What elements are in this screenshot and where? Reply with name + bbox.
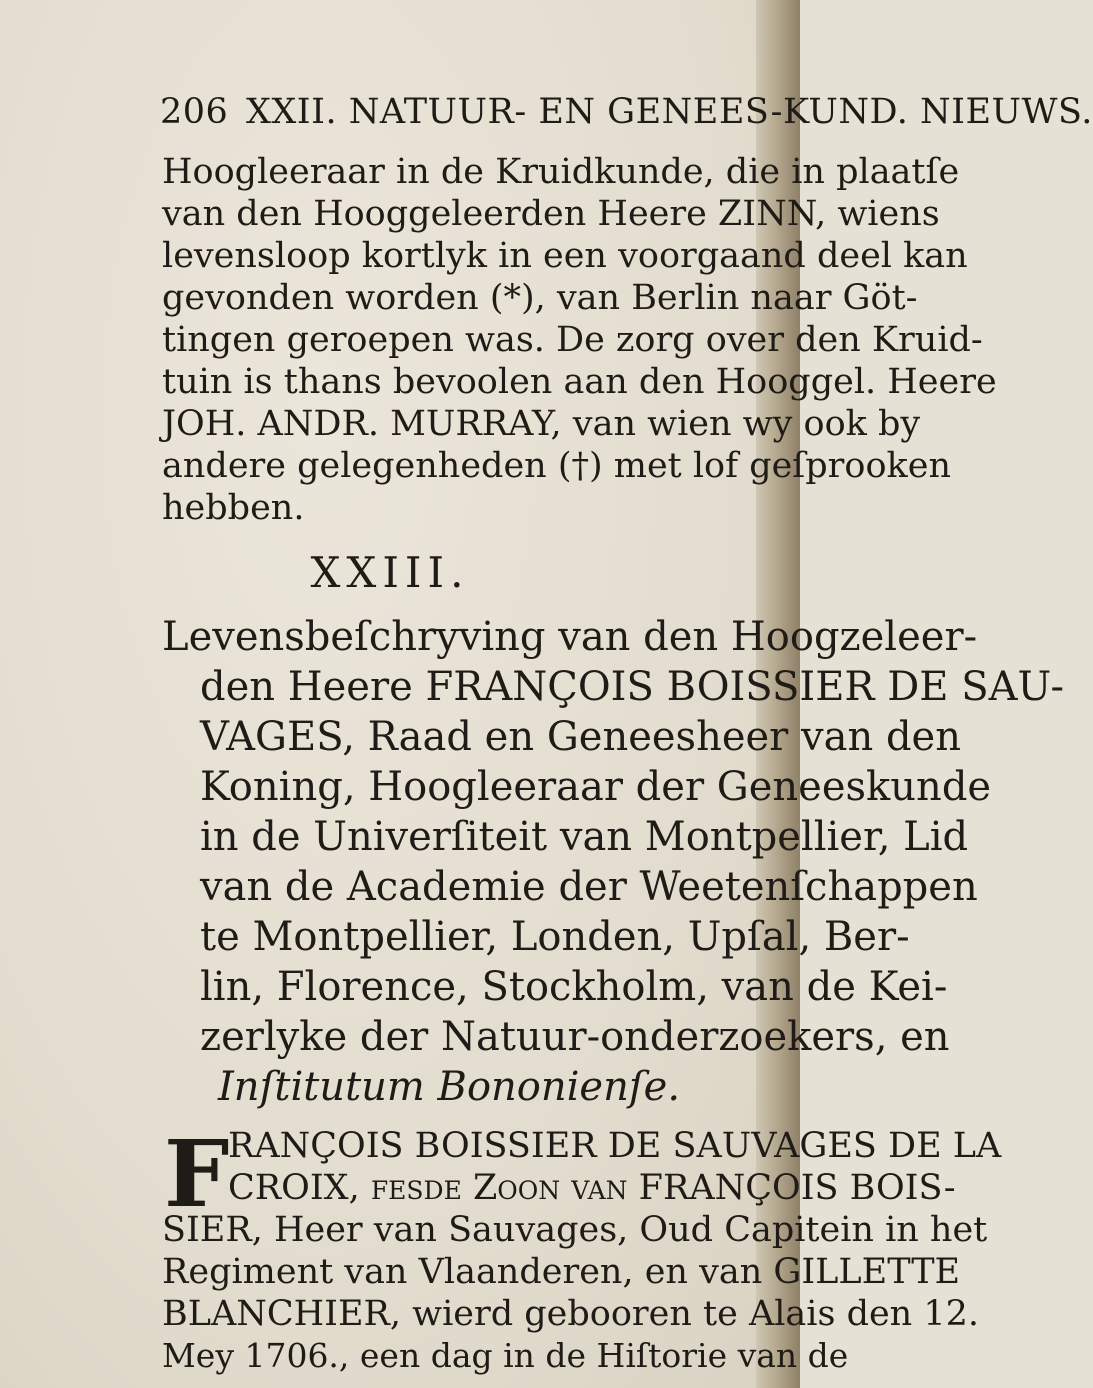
paragraph-line: JOH. ANDR. MURRAY, van wien wy ook by [162,404,921,444]
section-title-line: Inſtitutum Bononienſe. [218,1064,681,1110]
drop-cap: F [164,1120,230,1228]
paragraph-line: Hoogleeraar in de Kruidkunde, die in plaatſe [162,152,960,192]
paragraph-line: van den Hooggeleerden Heere ZINN, wiens [162,194,940,234]
running-head-title: NATUUR- EN GENEES-KUND. NIEUWS. [348,92,1093,132]
paragraph-line: hebben. [162,488,305,528]
running-head [160,92,1093,132]
paragraph-line: andere gelegenheden (†) met lof geſprooken [162,446,952,486]
paragraph-line: gevonden worden (*), van Berlin naar Göt- [162,278,918,318]
paragraph-line: tuin is thans bevoolen aan den Hooggel. Heere [162,362,997,402]
section-title-line: lin, Florence, Stockholm, van de Kei- [200,964,948,1010]
body-line: Mey 1706., een dag in de Hiſtorie van de [162,1336,849,1375]
paragraph-line: tingen geroepen was. De zorg over den Kruid- [162,320,983,360]
body-line: SIER, Heer van Sauvages, Oud Capitein in het [162,1210,988,1250]
body-line: CROIX, feſde Zoon van FRANÇOIS BOIS- [228,1168,956,1208]
section-title-line: te Montpellier, Londen, Upſal, Ber- [200,914,910,960]
section-number: XXIII. [310,548,470,597]
section-title-line: VAGES, Raad en Geneesheer van den [200,714,961,760]
section-title-line: in de Univerſiteit van Montpellier, Lid [200,814,969,860]
section-title-line: van de Academie der Weetenſchappen [200,864,978,910]
section-title-line: Koning, Hoogleeraar der Geneeskunde [200,764,992,810]
section-title-line: den Heere FRANÇOIS BOISSIER DE SAU- [200,664,1065,710]
section-title-line: zerlyke der Natuur-onderzoekers, en [200,1014,950,1060]
body-line: RANÇOIS BOISSIER DE SAUVAGES DE LA [228,1126,1002,1166]
paragraph-line: levensloop kortlyk in een voorgaand deel kan [162,236,968,276]
section-title-line: Levensbeſchryving van den Hoogzeleer- [162,614,978,660]
body-line: BLANCHIER, wierd gebooren te Alais den 12. [162,1294,980,1334]
page-number: 206 [160,92,229,132]
body-line: Regiment van Vlaanderen, en van GILLETTE [162,1252,961,1292]
running-head-chapter: XXII. [245,92,338,132]
